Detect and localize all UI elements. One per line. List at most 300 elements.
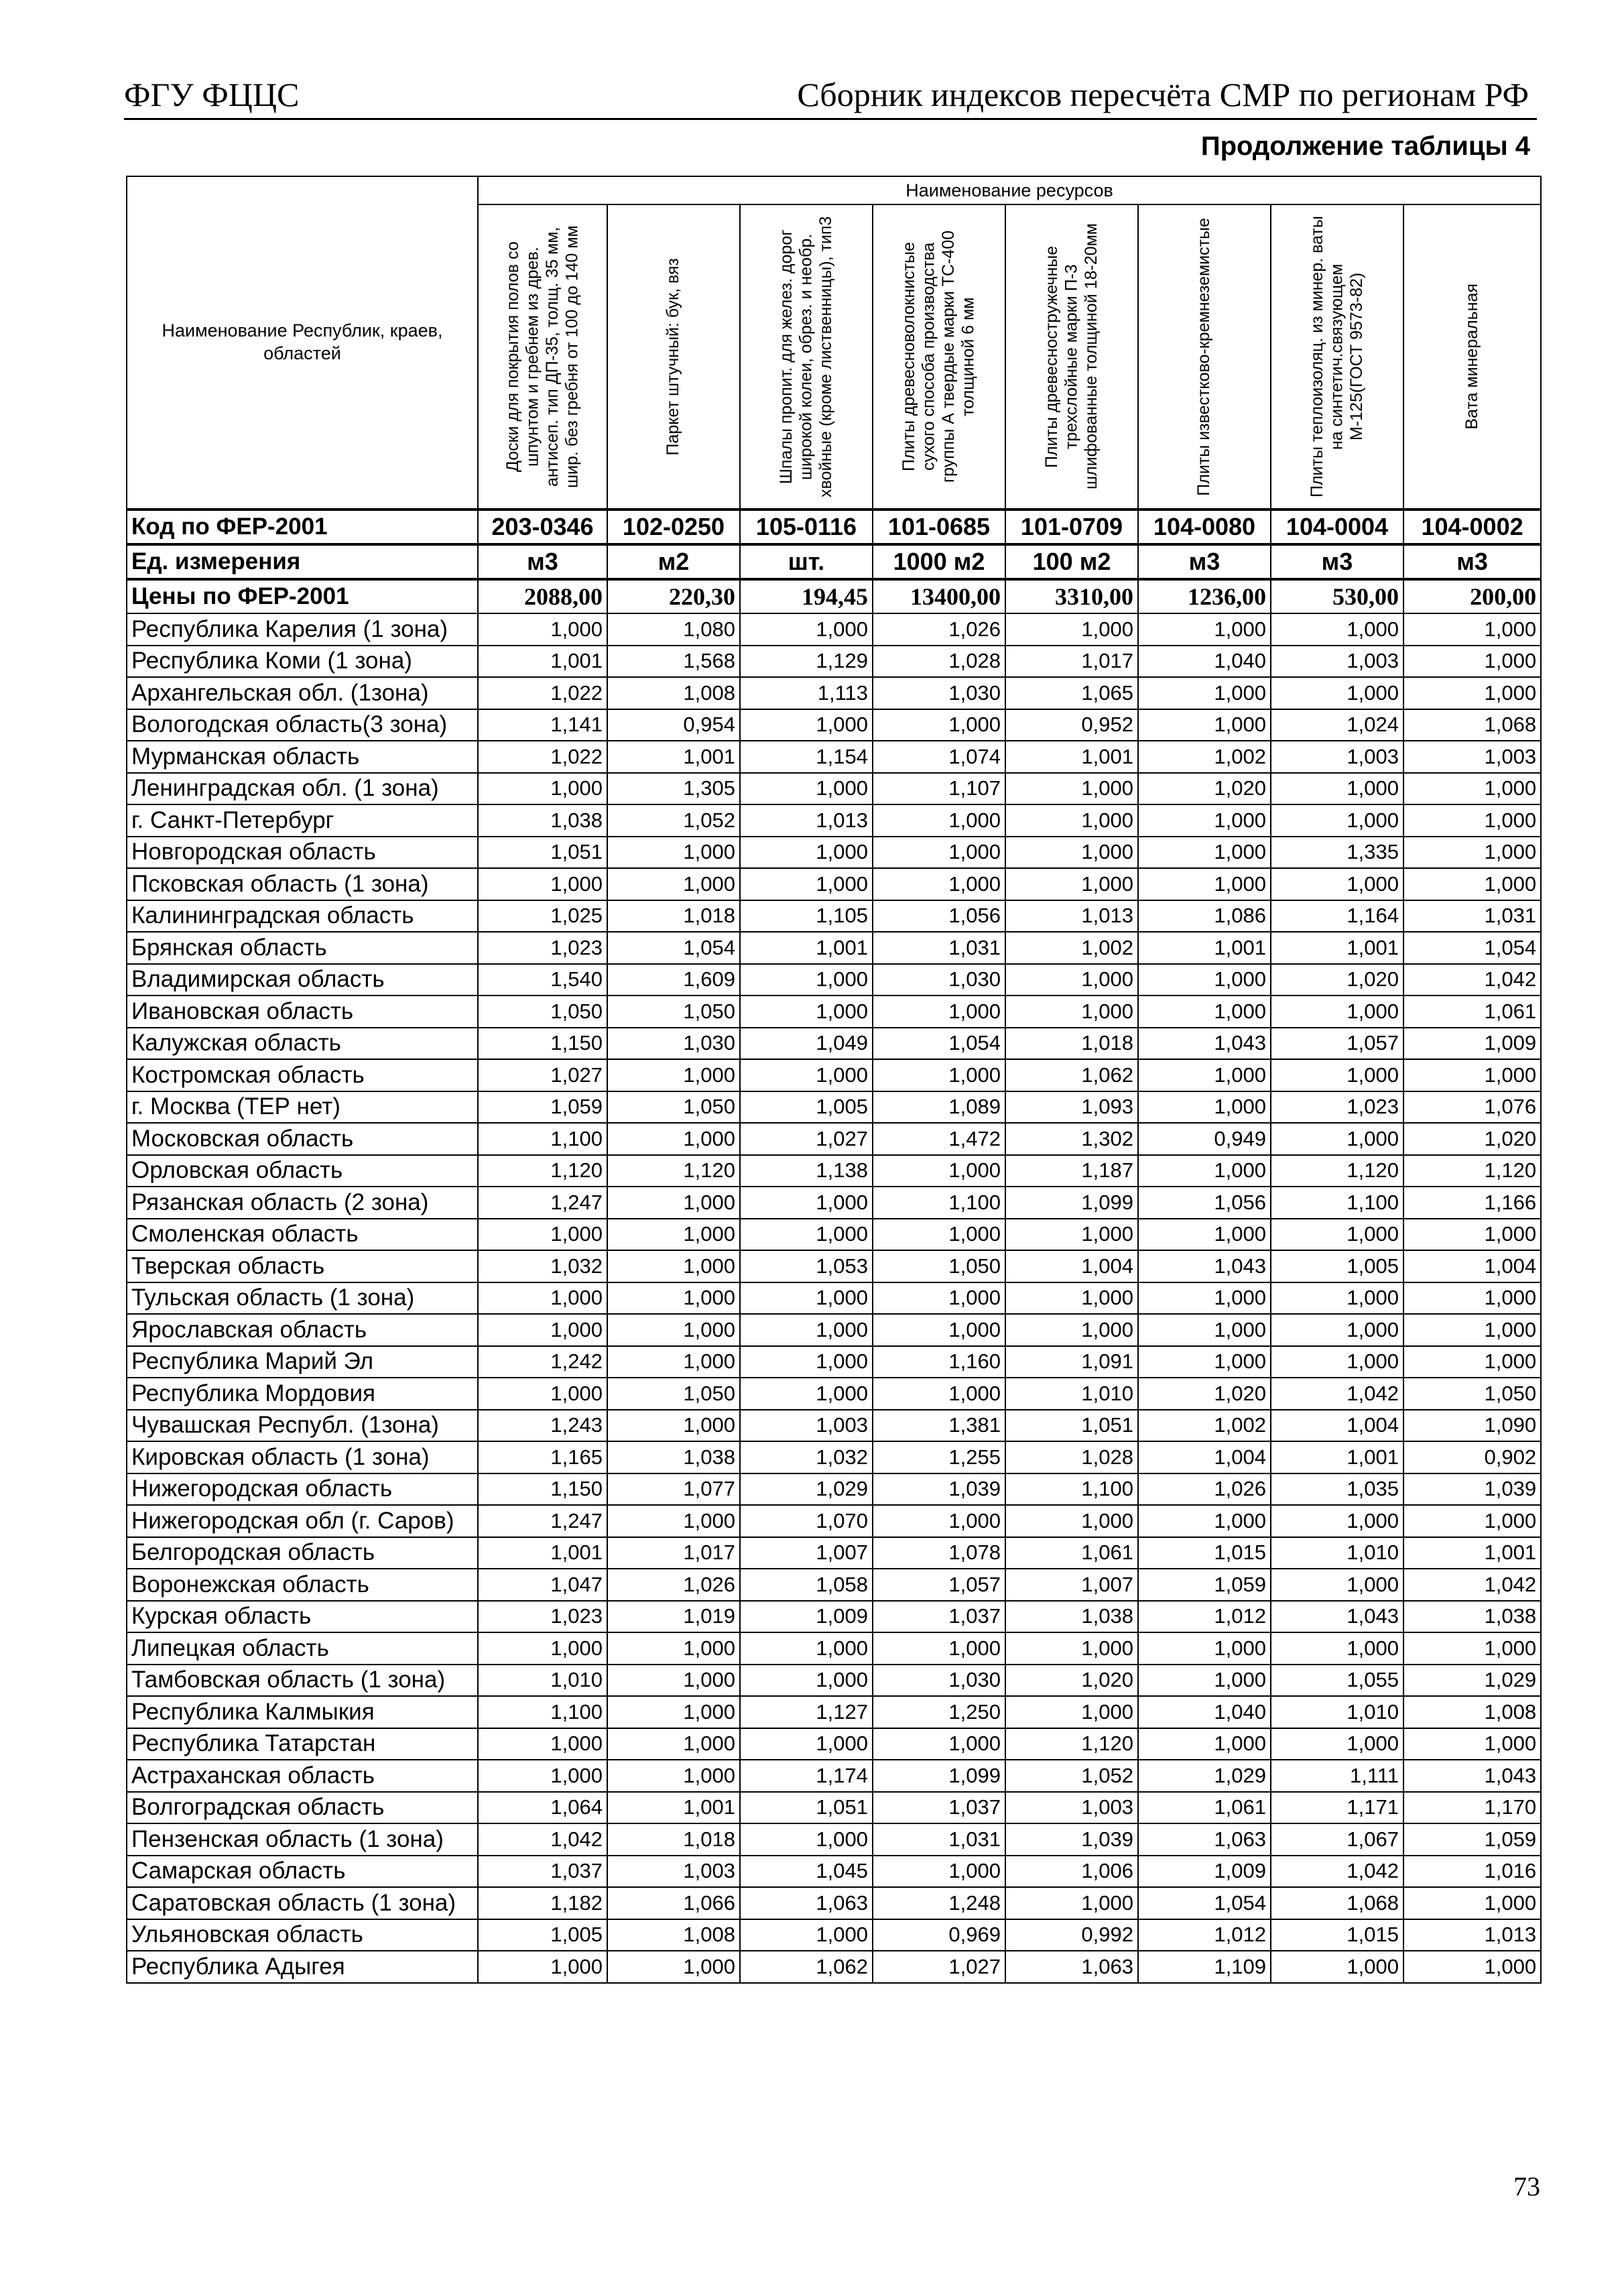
index-value: 1,042 — [1271, 1856, 1403, 1888]
index-value: 1,335 — [1271, 837, 1403, 869]
index-value: 1,002 — [1138, 741, 1271, 773]
index-value: 1,064 — [478, 1792, 607, 1824]
index-value: 1,000 — [873, 1155, 1005, 1187]
index-value: 1,091 — [1005, 1346, 1138, 1378]
index-value: 1,010 — [1271, 1537, 1403, 1569]
index-value: 1,035 — [1271, 1473, 1403, 1506]
resource-unit: 1000 м2 — [873, 544, 1005, 579]
region-name: Саратовская область (1 зона) — [127, 1887, 478, 1919]
index-value: 1,051 — [1005, 1410, 1138, 1442]
index-value: 1,054 — [607, 932, 740, 964]
index-value: 1,089 — [873, 1091, 1005, 1124]
index-value: 1,000 — [1403, 837, 1541, 869]
index-value: 1,150 — [478, 1028, 607, 1060]
index-value: 1,093 — [1005, 1091, 1138, 1124]
index-value: 1,305 — [607, 773, 740, 805]
resource-name: Плиты теплоизоляц. из минер. ваты на синтетич.связующем М-125(ГОСТ 9573-82) — [1307, 216, 1366, 497]
index-value: 1,008 — [607, 1919, 740, 1951]
index-value: 1,000 — [478, 1219, 607, 1251]
index-value: 1,054 — [1138, 1887, 1271, 1919]
index-value: 1,000 — [607, 837, 740, 869]
index-value: 1,000 — [478, 868, 607, 900]
index-value: 1,040 — [1138, 646, 1271, 678]
index-value: 1,242 — [478, 1346, 607, 1378]
index-value: 1,000 — [1403, 773, 1541, 805]
index-value: 1,039 — [1005, 1823, 1138, 1856]
table-row — [127, 964, 1541, 996]
table-row — [127, 677, 1541, 709]
region-name: Республика Коми (1 зона) — [127, 646, 478, 678]
index-value: 1,027 — [740, 1123, 873, 1155]
index-value: 1,174 — [740, 1760, 873, 1792]
index-value: 1,000 — [607, 1187, 740, 1219]
index-value: 1,000 — [478, 773, 607, 805]
index-value: 1,000 — [740, 709, 873, 741]
index-value: 1,000 — [1403, 804, 1541, 837]
table-row — [127, 1569, 1541, 1601]
index-value: 1,017 — [607, 1537, 740, 1569]
index-value: 1,038 — [1403, 1601, 1541, 1633]
index-value: 1,059 — [1138, 1569, 1271, 1601]
index-value: 1,171 — [1271, 1792, 1403, 1824]
region-name: Псковская область (1 зона) — [127, 868, 478, 900]
index-value: 1,000 — [1403, 1505, 1541, 1537]
table-row — [127, 1505, 1541, 1537]
index-value: 1,000 — [478, 1728, 607, 1760]
index-value: 1,000 — [1005, 613, 1138, 646]
index-value: 1,043 — [1271, 1601, 1403, 1633]
index-value: 1,032 — [740, 1441, 873, 1473]
index-value: 1,000 — [1271, 868, 1403, 900]
table-row — [127, 1856, 1541, 1888]
index-value: 1,000 — [1005, 1314, 1138, 1346]
index-value: 1,015 — [1138, 1537, 1271, 1569]
index-value: 1,029 — [740, 1473, 873, 1506]
index-value: 1,020 — [1271, 964, 1403, 996]
index-value: 1,000 — [478, 1378, 607, 1410]
index-value: 1,023 — [478, 1601, 607, 1633]
index-value: 1,170 — [1403, 1792, 1541, 1824]
index-value: 0,949 — [1138, 1123, 1271, 1155]
index-value: 1,001 — [478, 646, 607, 678]
index-value: 1,105 — [740, 900, 873, 932]
index-value: 1,005 — [740, 1091, 873, 1124]
table-row — [127, 741, 1541, 773]
index-value: 1,001 — [478, 1537, 607, 1569]
table-row — [127, 1346, 1541, 1378]
resource-unit: м3 — [478, 544, 607, 579]
index-value: 1,000 — [1271, 613, 1403, 646]
table-row — [127, 1951, 1541, 1983]
region-name: Тамбовская область (1 зона) — [127, 1665, 478, 1697]
table-row — [127, 1792, 1541, 1824]
index-value: 1,000 — [873, 1219, 1005, 1251]
region-name: Республика Марий Эл — [127, 1346, 478, 1378]
index-value: 1,150 — [478, 1473, 607, 1506]
index-value: 1,031 — [873, 1823, 1005, 1856]
index-value: 1,000 — [740, 1059, 873, 1091]
index-value: 1,000 — [873, 1282, 1005, 1315]
index-value: 1,000 — [1138, 1282, 1271, 1315]
index-value: 1,029 — [1403, 1665, 1541, 1697]
index-value: 1,111 — [1271, 1760, 1403, 1792]
index-value: 1,027 — [478, 1059, 607, 1091]
region-name: Самарская область — [127, 1856, 478, 1888]
resource-name: Паркет штучный: бук, вяз — [664, 257, 683, 456]
index-value: 1,062 — [1005, 1059, 1138, 1091]
index-value: 1,031 — [873, 932, 1005, 964]
index-value: 0,952 — [1005, 709, 1138, 741]
index-value: 1,001 — [607, 1792, 740, 1824]
index-value: 1,050 — [478, 996, 607, 1028]
index-value: 1,248 — [873, 1887, 1005, 1919]
index-value: 1,000 — [478, 1282, 607, 1315]
index-value: 1,018 — [607, 900, 740, 932]
index-value: 1,051 — [740, 1792, 873, 1824]
index-value: 1,000 — [1271, 1282, 1403, 1315]
region-column-header: Наименование Республик, краев, областей — [127, 176, 478, 509]
index-value: 1,120 — [1005, 1728, 1138, 1760]
resource-column-header — [607, 204, 740, 509]
price-label: Цены по ФЕР-2001 — [127, 579, 478, 613]
region-name: Белгородская область — [127, 1537, 478, 1569]
index-value: 1,000 — [1271, 1728, 1403, 1760]
index-value: 1,000 — [873, 1856, 1005, 1888]
index-value: 1,008 — [1403, 1696, 1541, 1728]
index-value: 1,000 — [1138, 1505, 1271, 1537]
index-value: 1,059 — [1403, 1823, 1541, 1856]
table-row — [127, 1059, 1541, 1091]
table-row — [127, 1250, 1541, 1282]
index-value: 1,099 — [1005, 1187, 1138, 1219]
index-value: 1,000 — [873, 996, 1005, 1028]
index-value: 1,049 — [740, 1028, 873, 1060]
index-value: 1,000 — [607, 1314, 740, 1346]
index-value: 1,609 — [607, 964, 740, 996]
index-value: 1,068 — [1271, 1887, 1403, 1919]
index-value: 1,000 — [1271, 1632, 1403, 1665]
index-value: 1,020 — [1138, 1378, 1271, 1410]
index-value: 1,004 — [1138, 1441, 1271, 1473]
unit-label: Ед. измерения — [127, 544, 478, 579]
index-value: 1,000 — [1403, 1346, 1541, 1378]
table-row — [127, 868, 1541, 900]
index-value: 1,030 — [873, 677, 1005, 709]
resource-name: Доски для покрытия полов со шпунтом и гребнем из древ. антисеп. тип ДП-35, толщ. 35 мм, шир. без гребня от 100 до 140 мм — [503, 225, 581, 488]
index-value: 0,954 — [607, 709, 740, 741]
index-value: 1,042 — [1403, 964, 1541, 996]
region-name: Тульская область (1 зона) — [127, 1282, 478, 1315]
table-row — [127, 996, 1541, 1028]
index-value: 1,247 — [478, 1187, 607, 1219]
index-value: 1,043 — [1138, 1028, 1271, 1060]
index-value: 1,100 — [1271, 1187, 1403, 1219]
index-value: 1,000 — [740, 613, 873, 646]
index-value: 1,008 — [607, 677, 740, 709]
region-name: Смоленская область — [127, 1219, 478, 1251]
index-value: 1,054 — [873, 1028, 1005, 1060]
resource-unit: м3 — [1138, 544, 1271, 579]
index-value: 1,302 — [1005, 1123, 1138, 1155]
index-value: 1,028 — [873, 646, 1005, 678]
index-value: 1,016 — [1403, 1856, 1541, 1888]
index-value: 1,000 — [1138, 868, 1271, 900]
index-value: 1,000 — [1138, 1091, 1271, 1124]
index-value: 1,247 — [478, 1505, 607, 1537]
index-value: 1,000 — [1138, 1155, 1271, 1187]
index-value: 1,012 — [1138, 1601, 1271, 1633]
index-value: 1,001 — [740, 932, 873, 964]
index-value: 1,013 — [1403, 1919, 1541, 1951]
table-row — [127, 1728, 1541, 1760]
index-value: 1,000 — [607, 1346, 740, 1378]
index-value: 1,026 — [607, 1569, 740, 1601]
index-value: 1,000 — [607, 1282, 740, 1315]
index-value: 1,022 — [478, 677, 607, 709]
index-value: 1,001 — [1005, 741, 1138, 773]
index-table — [126, 176, 1542, 1984]
index-value: 1,080 — [607, 613, 740, 646]
index-value: 1,000 — [1005, 773, 1138, 805]
index-value: 1,061 — [1138, 1792, 1271, 1824]
index-value: 1,051 — [478, 837, 607, 869]
index-value: 1,042 — [1271, 1378, 1403, 1410]
index-value: 1,020 — [1403, 1123, 1541, 1155]
index-value: 1,000 — [607, 1760, 740, 1792]
index-value: 1,000 — [1138, 1632, 1271, 1665]
index-value: 1,000 — [740, 996, 873, 1028]
table-row — [127, 932, 1541, 964]
index-value: 0,969 — [873, 1919, 1005, 1951]
index-value: 1,000 — [740, 1919, 873, 1951]
index-value: 1,000 — [740, 773, 873, 805]
region-name: Курская область — [127, 1601, 478, 1633]
index-value: 1,052 — [1005, 1760, 1138, 1792]
index-value: 1,090 — [1403, 1410, 1541, 1442]
index-value: 1,000 — [1005, 1632, 1138, 1665]
resource-price: 13400,00 — [873, 579, 1005, 613]
region-name: Владимирская область — [127, 964, 478, 996]
index-value: 1,000 — [740, 837, 873, 869]
index-value: 1,138 — [740, 1155, 873, 1187]
index-value: 1,164 — [1271, 900, 1403, 932]
index-value: 1,061 — [1005, 1537, 1138, 1569]
table-row — [127, 1537, 1541, 1569]
index-value: 1,000 — [1005, 1505, 1138, 1537]
index-value: 1,099 — [873, 1760, 1005, 1792]
index-value: 1,067 — [1271, 1823, 1403, 1856]
index-value: 1,026 — [1138, 1473, 1271, 1506]
resource-price: 2088,00 — [478, 579, 607, 613]
index-value: 1,055 — [1271, 1665, 1403, 1697]
resource-unit: шт. — [740, 544, 873, 579]
index-value: 1,000 — [1271, 1219, 1403, 1251]
index-value: 1,052 — [607, 804, 740, 837]
index-value: 1,100 — [1005, 1473, 1138, 1506]
index-value: 1,182 — [478, 1887, 607, 1919]
index-value: 1,000 — [1005, 1219, 1138, 1251]
table-row — [127, 1473, 1541, 1506]
index-value: 1,003 — [1271, 741, 1403, 773]
index-value: 1,107 — [873, 773, 1005, 805]
index-value: 1,000 — [478, 1314, 607, 1346]
index-value: 1,037 — [873, 1601, 1005, 1633]
index-value: 1,000 — [478, 613, 607, 646]
index-value: 1,018 — [607, 1823, 740, 1856]
table-row — [127, 1696, 1541, 1728]
index-value: 1,032 — [478, 1250, 607, 1282]
index-value: 1,002 — [1005, 932, 1138, 964]
index-value: 1,109 — [1138, 1951, 1271, 1983]
index-value: 1,000 — [1271, 677, 1403, 709]
region-name: г. Санкт-Петербург — [127, 804, 478, 837]
index-value: 1,004 — [1403, 1250, 1541, 1282]
index-value: 1,043 — [1403, 1760, 1541, 1792]
index-value: 1,050 — [873, 1250, 1005, 1282]
index-value: 1,000 — [1403, 868, 1541, 900]
index-value: 1,000 — [607, 1410, 740, 1442]
index-value: 1,015 — [1271, 1919, 1403, 1951]
resource-price: 220,30 — [607, 579, 740, 613]
index-value: 1,000 — [740, 1378, 873, 1410]
index-value: 1,000 — [1271, 996, 1403, 1028]
index-value: 1,045 — [740, 1856, 873, 1888]
index-value: 1,001 — [1403, 1537, 1541, 1569]
index-value: 1,000 — [1005, 1696, 1138, 1728]
index-value: 1,057 — [1271, 1028, 1403, 1060]
region-name: Республика Карелия (1 зона) — [127, 613, 478, 646]
table-row — [127, 1410, 1541, 1442]
index-value: 1,000 — [607, 1250, 740, 1282]
resource-code: 203-0346 — [478, 509, 607, 544]
index-value: 1,000 — [1403, 1282, 1541, 1315]
index-value: 0,902 — [1403, 1441, 1541, 1473]
index-value: 1,100 — [873, 1187, 1005, 1219]
index-value: 1,000 — [1271, 1569, 1403, 1601]
resource-price: 530,00 — [1271, 579, 1403, 613]
index-value: 1,000 — [1271, 1346, 1403, 1378]
index-value: 1,007 — [1005, 1569, 1138, 1601]
resources-header: Наименование ресурсов — [478, 176, 1541, 204]
index-value: 1,000 — [873, 868, 1005, 900]
resource-unit: м3 — [1271, 544, 1403, 579]
index-value: 1,120 — [478, 1155, 607, 1187]
table-row — [127, 1155, 1541, 1187]
index-value: 1,022 — [478, 741, 607, 773]
resource-code: 104-0080 — [1138, 509, 1271, 544]
region-name: Липецкая область — [127, 1632, 478, 1665]
index-value: 1,005 — [1271, 1250, 1403, 1282]
index-value: 1,000 — [740, 1187, 873, 1219]
index-value: 1,039 — [873, 1473, 1005, 1506]
index-value: 1,187 — [1005, 1155, 1138, 1187]
resource-name: Плиты древесностружечные трехслойные марки П-3 шлифованные толщиной 18-20мм — [1042, 223, 1101, 490]
index-value: 1,004 — [1005, 1250, 1138, 1282]
index-value: 1,028 — [1005, 1441, 1138, 1473]
index-value: 1,010 — [1005, 1378, 1138, 1410]
region-name: г. Москва (ТЕР нет) — [127, 1091, 478, 1124]
index-value: 1,023 — [478, 932, 607, 964]
index-value: 1,000 — [873, 1632, 1005, 1665]
resource-name: Плиты известково-кремнеземистые — [1194, 217, 1214, 496]
index-value: 1,255 — [873, 1441, 1005, 1473]
index-value: 1,000 — [1005, 837, 1138, 869]
index-value: 1,472 — [873, 1123, 1005, 1155]
table-row — [127, 709, 1541, 741]
index-value: 1,009 — [1138, 1856, 1271, 1888]
index-value: 1,000 — [478, 1760, 607, 1792]
table-row — [127, 1123, 1541, 1155]
index-value: 1,010 — [478, 1665, 607, 1697]
index-value: 1,000 — [873, 1505, 1005, 1537]
region-name: Ярославская область — [127, 1314, 478, 1346]
index-value: 1,000 — [1271, 1123, 1403, 1155]
region-name: Архангельская обл. (1зона) — [127, 677, 478, 709]
index-value: 1,027 — [873, 1951, 1005, 1983]
region-name: Республика Адыгея — [127, 1951, 478, 1983]
index-value: 1,030 — [873, 964, 1005, 996]
index-value: 1,063 — [1005, 1951, 1138, 1983]
index-value: 1,568 — [607, 646, 740, 678]
index-value: 1,040 — [1138, 1696, 1271, 1728]
index-value: 1,000 — [1138, 964, 1271, 996]
index-value: 1,000 — [1138, 1728, 1271, 1760]
index-value: 1,000 — [607, 868, 740, 900]
index-value: 1,038 — [478, 804, 607, 837]
index-value: 1,037 — [873, 1792, 1005, 1824]
index-value: 1,013 — [1005, 900, 1138, 932]
index-value: 1,000 — [1005, 996, 1138, 1028]
region-name: Орловская область — [127, 1155, 478, 1187]
resource-code: 101-0685 — [873, 509, 1005, 544]
table-row — [127, 1314, 1541, 1346]
index-value: 1,000 — [1403, 1951, 1541, 1983]
index-value: 1,000 — [1403, 1059, 1541, 1091]
document-title: Сборник индексов пересчёта СМР по регионам РФ — [797, 76, 1529, 113]
index-value: 1,000 — [1403, 1632, 1541, 1665]
index-value: 1,025 — [478, 900, 607, 932]
index-value: 0,992 — [1005, 1919, 1138, 1951]
index-value: 1,003 — [1005, 1792, 1138, 1824]
resource-code: 105-0116 — [740, 509, 873, 544]
index-value: 1,000 — [1005, 1282, 1138, 1315]
index-value: 1,000 — [873, 1378, 1005, 1410]
index-value: 1,120 — [607, 1155, 740, 1187]
index-value: 1,024 — [1271, 709, 1403, 741]
index-value: 1,100 — [478, 1696, 607, 1728]
index-value: 1,000 — [1403, 1314, 1541, 1346]
index-value: 1,001 — [1138, 932, 1271, 964]
table-row — [127, 1632, 1541, 1665]
region-name: Калининградская область — [127, 900, 478, 932]
index-value: 1,000 — [1138, 1219, 1271, 1251]
index-value: 1,000 — [1138, 804, 1271, 837]
index-value: 1,017 — [1005, 646, 1138, 678]
index-value: 1,042 — [1403, 1569, 1541, 1601]
index-value: 1,000 — [1271, 1314, 1403, 1346]
resource-name: Шпалы пропит. для желез. дорог широкой колеи, обрез. и необр. хвойные (кроме лиственницы), тип3 — [776, 216, 835, 497]
index-value: 1,000 — [1403, 677, 1541, 709]
index-value: 1,000 — [607, 1951, 740, 1983]
index-value: 1,000 — [1138, 677, 1271, 709]
index-value: 1,029 — [1138, 1760, 1271, 1792]
resource-unit: 100 м2 — [1005, 544, 1138, 579]
index-value: 1,000 — [1271, 804, 1403, 837]
index-value: 1,001 — [607, 741, 740, 773]
index-value: 1,000 — [1005, 804, 1138, 837]
region-name: Нижегородская обл (г. Саров) — [127, 1505, 478, 1537]
index-value: 1,050 — [607, 1378, 740, 1410]
